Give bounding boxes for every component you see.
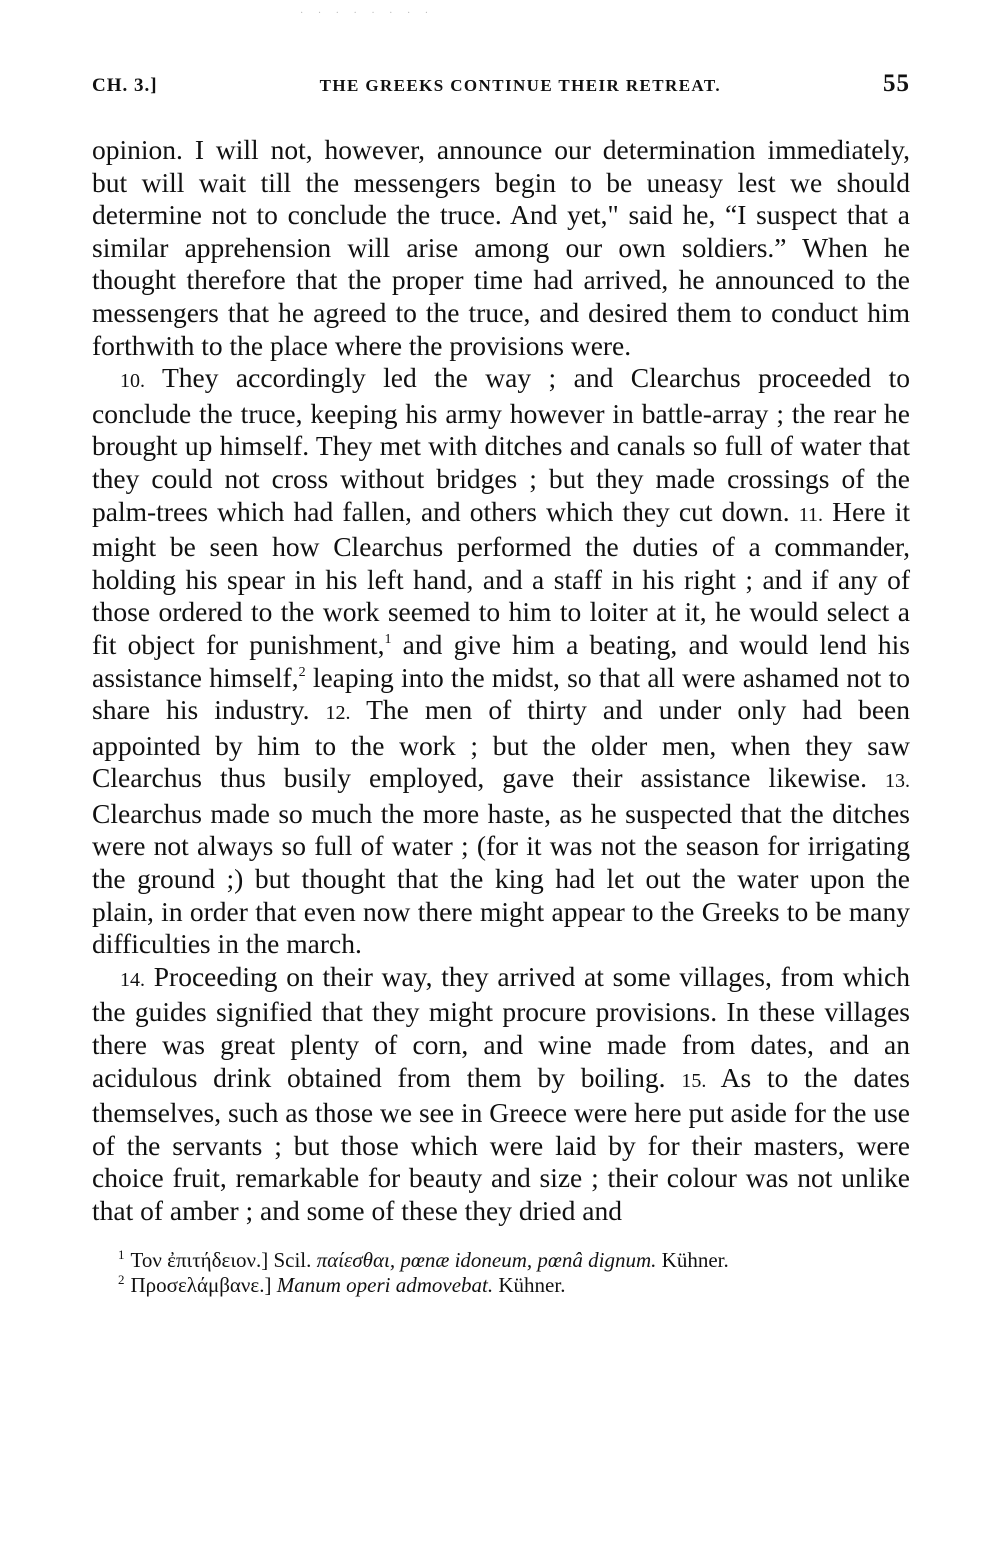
section-number: 10. — [120, 370, 145, 393]
footnote-italic-text: παίεσθαι, pœnæ idoneum, pœnâ dignum. — [316, 1247, 657, 1272]
text-run: and give him a beating, and would lend his assistance himself, — [92, 628, 910, 693]
page-smudge-decoration: · · · · · · · · — [300, 8, 435, 19]
section-number: 15. — [681, 1069, 707, 1092]
text-run: As to the dates themselves, such as those we see in Greece were here put aside for the use of the servants ; but those which were laid by for their masters, were choice fruit, remarkable for beauty and size ; their colour was not unlike that of amber ; and some of these they dried and — [92, 1061, 910, 1226]
text-run: They accordingly led the way ; and Clearchus proceeded to conclude the truce, keeping his army however in battle-array ; the rear he brought up himself. They met with ditches and canals so full of water that they could not cross without bridges ; but they made crossings of the palm-trees which had fallen, and others which they cut down. — [92, 362, 910, 527]
footnote-text: Προσελάμβανε.] — [130, 1272, 277, 1297]
section-number: 14. — [120, 968, 145, 991]
section-number: 11. — [798, 503, 824, 526]
paragraph — [92, 961, 910, 1228]
paragraph — [92, 134, 910, 362]
text-run: Clearchus made so much the more haste, as he suspected that the ditches were not always so full of water ; (for it was not the season for irrigating the ground ;) but thought that the king had let out the water upon the plain, in order that even now there might appear to the Greeks to be many difficulties in the march. — [92, 797, 910, 960]
page-header — [92, 70, 910, 110]
footnote-reference: 2 — [298, 664, 306, 680]
text-run: Here it might be seen how Clearchus performed the duties of a commander, holding his spear in his left hand, and a staff in his right ; and if any of those ordered to the work seemed to him to loiter at it, he would select a fit object for punishment, — [92, 495, 910, 660]
text-run: leaping into the midst, so that all were ashamed not to share his industry. — [92, 661, 910, 726]
paragraph — [92, 362, 910, 961]
footnotes — [92, 1248, 910, 1298]
footnote-italic-text: Manum operi admovebat. — [276, 1272, 494, 1297]
footnote-mark: 1 — [118, 1246, 125, 1262]
text-run: opinion. I will not, however, announce our determination immediately, but will wait till the messengers begin to be uneasy lest we should determine not to conclude the truce. And yet," said he, “I suspect that a similar apprehension will arise among our own soldiers.” When he thought therefore that the proper time had arrived, he announced to the messengers that he agreed to the truce, and desired them to conduct him forthwith to the place where the provisions were. — [92, 134, 910, 361]
footnote-text: Kühner. — [656, 1247, 729, 1272]
body-text — [92, 134, 910, 1228]
running-title: THE GREEKS CONTINUE THEIR RETREAT. — [319, 76, 721, 95]
text-run: The men of thirty and under only had been appointed by him to the work ; but the older men, when they saw Clearchus thus busily employed, gave their assistance likewise. — [92, 694, 910, 794]
section-number: 12. — [325, 702, 351, 725]
footnote — [92, 1273, 910, 1298]
footnote — [92, 1248, 910, 1273]
footnote-text: Τον ἐπιτήδειον.] Scil. — [130, 1247, 317, 1272]
section-number: 13. — [885, 770, 910, 793]
text-run: Proceeding on their way, they arrived at some villages, from which the guides signified that they might procure provisions. In these villages there was great plenty of corn, and wine made from dates, and an acidulous drink obtained from them by boiling. — [92, 960, 910, 1093]
footnote-mark: 2 — [118, 1271, 125, 1287]
footnote-text: Kühner. — [493, 1272, 566, 1297]
book-page — [92, 70, 910, 1298]
page-number: 55 — [883, 70, 910, 97]
footnote-reference: 1 — [384, 631, 392, 647]
chapter-label: CH. 3.] — [92, 75, 158, 96]
